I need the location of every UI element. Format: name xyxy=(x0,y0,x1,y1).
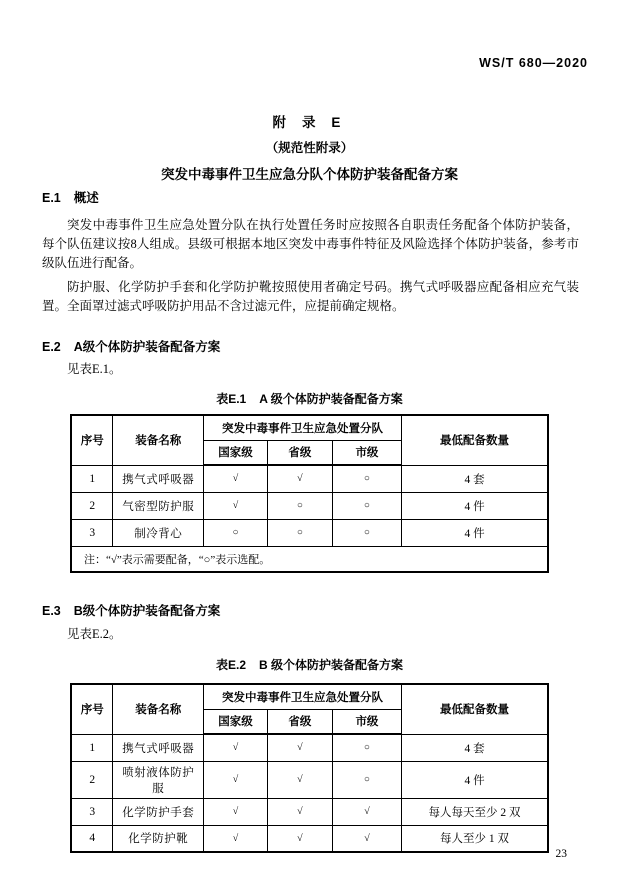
cell-quantity: 4 件 xyxy=(402,492,548,519)
column-header-provincial: 省级 xyxy=(268,440,333,465)
paragraph: 防护服、化学防护手套和化学防护靴按照使用者确定号码。携气式呼吸器应配备相应充气装置。全面罩过滤式呼吸防护用品不含过滤元件，应提前确定规格。 xyxy=(42,280,579,313)
cell-index: 1 xyxy=(71,465,113,492)
column-header-provincial: 省级 xyxy=(268,709,333,734)
cell-provincial-mark: √ xyxy=(268,825,333,852)
table-row xyxy=(71,761,548,798)
paragraph: 突发中毒事件卫生应急处置分队在执行处置任务时应按照各自职责任务配备个体防护装备，每个队伍建议按8人组成。县级可根据本地区突发中毒事件特征及风险选择个体防护装备，参考市级队伍进行配备。 xyxy=(42,218,579,270)
cell-municipal-mark: ○ xyxy=(332,761,401,798)
appendix-type: （规范性附录） xyxy=(265,141,354,155)
see-table-reference: 见表E.2。 xyxy=(67,627,122,641)
table-e2-header-row-1 xyxy=(71,684,548,709)
page-number: 23 xyxy=(555,848,567,860)
see-table-reference: 见表E.1。 xyxy=(67,362,122,376)
cell-municipal-mark: ○ xyxy=(332,734,401,761)
table-e1-caption xyxy=(0,390,619,407)
section-e1-heading xyxy=(42,188,99,206)
section-e1-number: E.1 xyxy=(42,191,61,205)
section-e3-body xyxy=(42,625,579,644)
table-e1 xyxy=(70,414,549,573)
column-header-index: 序号 xyxy=(71,415,113,465)
cell-national-mark: ○ xyxy=(204,519,268,546)
cell-national-mark: √ xyxy=(204,492,268,519)
cell-equipment: 携气式呼吸器 xyxy=(113,465,204,492)
cell-index: 3 xyxy=(71,798,113,825)
column-header-national: 国家级 xyxy=(204,440,268,465)
table-row xyxy=(71,798,548,825)
column-header-quantity: 最低配备数量 xyxy=(402,415,548,465)
cell-national-mark: √ xyxy=(204,825,268,852)
cell-national-mark: √ xyxy=(204,734,268,761)
cell-equipment: 气密型防护服 xyxy=(113,492,204,519)
cell-equipment: 喷射液体防护服 xyxy=(113,761,204,798)
column-header-index: 序号 xyxy=(71,684,113,734)
column-header-municipal: 市级 xyxy=(332,709,401,734)
cell-quantity: 4 套 xyxy=(402,465,548,492)
column-header-national: 国家级 xyxy=(204,709,268,734)
column-header-group: 突发中毒事件卫生应急处置分队 xyxy=(204,415,402,440)
appendix-title-block xyxy=(0,111,619,183)
cell-municipal-mark: √ xyxy=(332,825,401,852)
column-header-equipment: 装备名称 xyxy=(113,684,204,734)
cell-quantity: 4 件 xyxy=(402,519,548,546)
table-row xyxy=(71,465,548,492)
cell-index: 2 xyxy=(71,492,113,519)
cell-provincial-mark: ○ xyxy=(268,519,333,546)
appendix-title: 突发中毒事件卫生应急分队个体防护装备配备方案 xyxy=(161,167,458,182)
cell-provincial-mark: √ xyxy=(268,798,333,825)
cell-quantity: 每人每天至少 2 双 xyxy=(402,798,548,825)
cell-provincial-mark: √ xyxy=(268,465,333,492)
cell-equipment: 携气式呼吸器 xyxy=(113,734,204,761)
cell-equipment: 制冷背心 xyxy=(113,519,204,546)
cell-national-mark: √ xyxy=(204,798,268,825)
table-row xyxy=(71,825,548,852)
cell-index: 4 xyxy=(71,825,113,852)
section-e3-number: E.3 xyxy=(42,604,61,618)
cell-index: 2 xyxy=(71,761,113,798)
column-header-equipment: 装备名称 xyxy=(113,415,204,465)
table-e1-header-row-1 xyxy=(71,415,548,440)
cell-equipment: 化学防护手套 xyxy=(113,798,204,825)
section-e3-heading xyxy=(42,601,220,619)
cell-provincial-mark: ○ xyxy=(268,492,333,519)
column-header-group: 突发中毒事件卫生应急处置分队 xyxy=(204,684,402,709)
section-e1-body xyxy=(42,216,579,316)
table-e1-caption-label: 表E.1 xyxy=(216,392,247,406)
column-header-quantity: 最低配备数量 xyxy=(402,684,548,734)
table-e2-caption-label: 表E.2 xyxy=(215,658,246,672)
cell-quantity: 4 件 xyxy=(402,761,548,798)
table-row xyxy=(71,519,548,546)
table-note: 注：“√”表示需要配备，“○”表示选配。 xyxy=(71,546,548,572)
table-e2 xyxy=(70,683,549,853)
cell-index: 3 xyxy=(71,519,113,546)
table-e1-caption-text: A 级个体防护装备配备方案 xyxy=(259,392,403,406)
cell-municipal-mark: ○ xyxy=(332,465,401,492)
cell-national-mark: √ xyxy=(204,761,268,798)
cell-provincial-mark: √ xyxy=(268,761,333,798)
standard-number: WS/T 680—2020 xyxy=(479,56,588,70)
cell-municipal-mark: √ xyxy=(332,798,401,825)
cell-quantity: 4 套 xyxy=(402,734,548,761)
table-note-row xyxy=(71,546,548,572)
cell-national-mark: √ xyxy=(204,465,268,492)
cell-municipal-mark: ○ xyxy=(332,519,401,546)
table-row xyxy=(71,734,548,761)
section-e2-heading xyxy=(42,337,220,355)
appendix-label: 附 录 E xyxy=(272,115,347,130)
table-e2-caption xyxy=(0,656,619,673)
cell-index: 1 xyxy=(71,734,113,761)
section-e2-number: E.2 xyxy=(42,340,61,354)
cell-quantity: 每人至少 1 双 xyxy=(402,825,548,852)
cell-municipal-mark: ○ xyxy=(332,492,401,519)
column-header-municipal: 市级 xyxy=(332,440,401,465)
section-e2-title: A级个体防护装备配备方案 xyxy=(73,340,221,354)
table-e2-caption-text: B 级个体防护装备配备方案 xyxy=(259,658,404,672)
cell-equipment: 化学防护靴 xyxy=(113,825,204,852)
section-e1-title: 概述 xyxy=(73,191,99,205)
cell-provincial-mark: √ xyxy=(268,734,333,761)
section-e2-body xyxy=(42,360,579,379)
section-e3-title: B级个体防护装备配备方案 xyxy=(73,604,221,618)
table-row xyxy=(71,492,548,519)
